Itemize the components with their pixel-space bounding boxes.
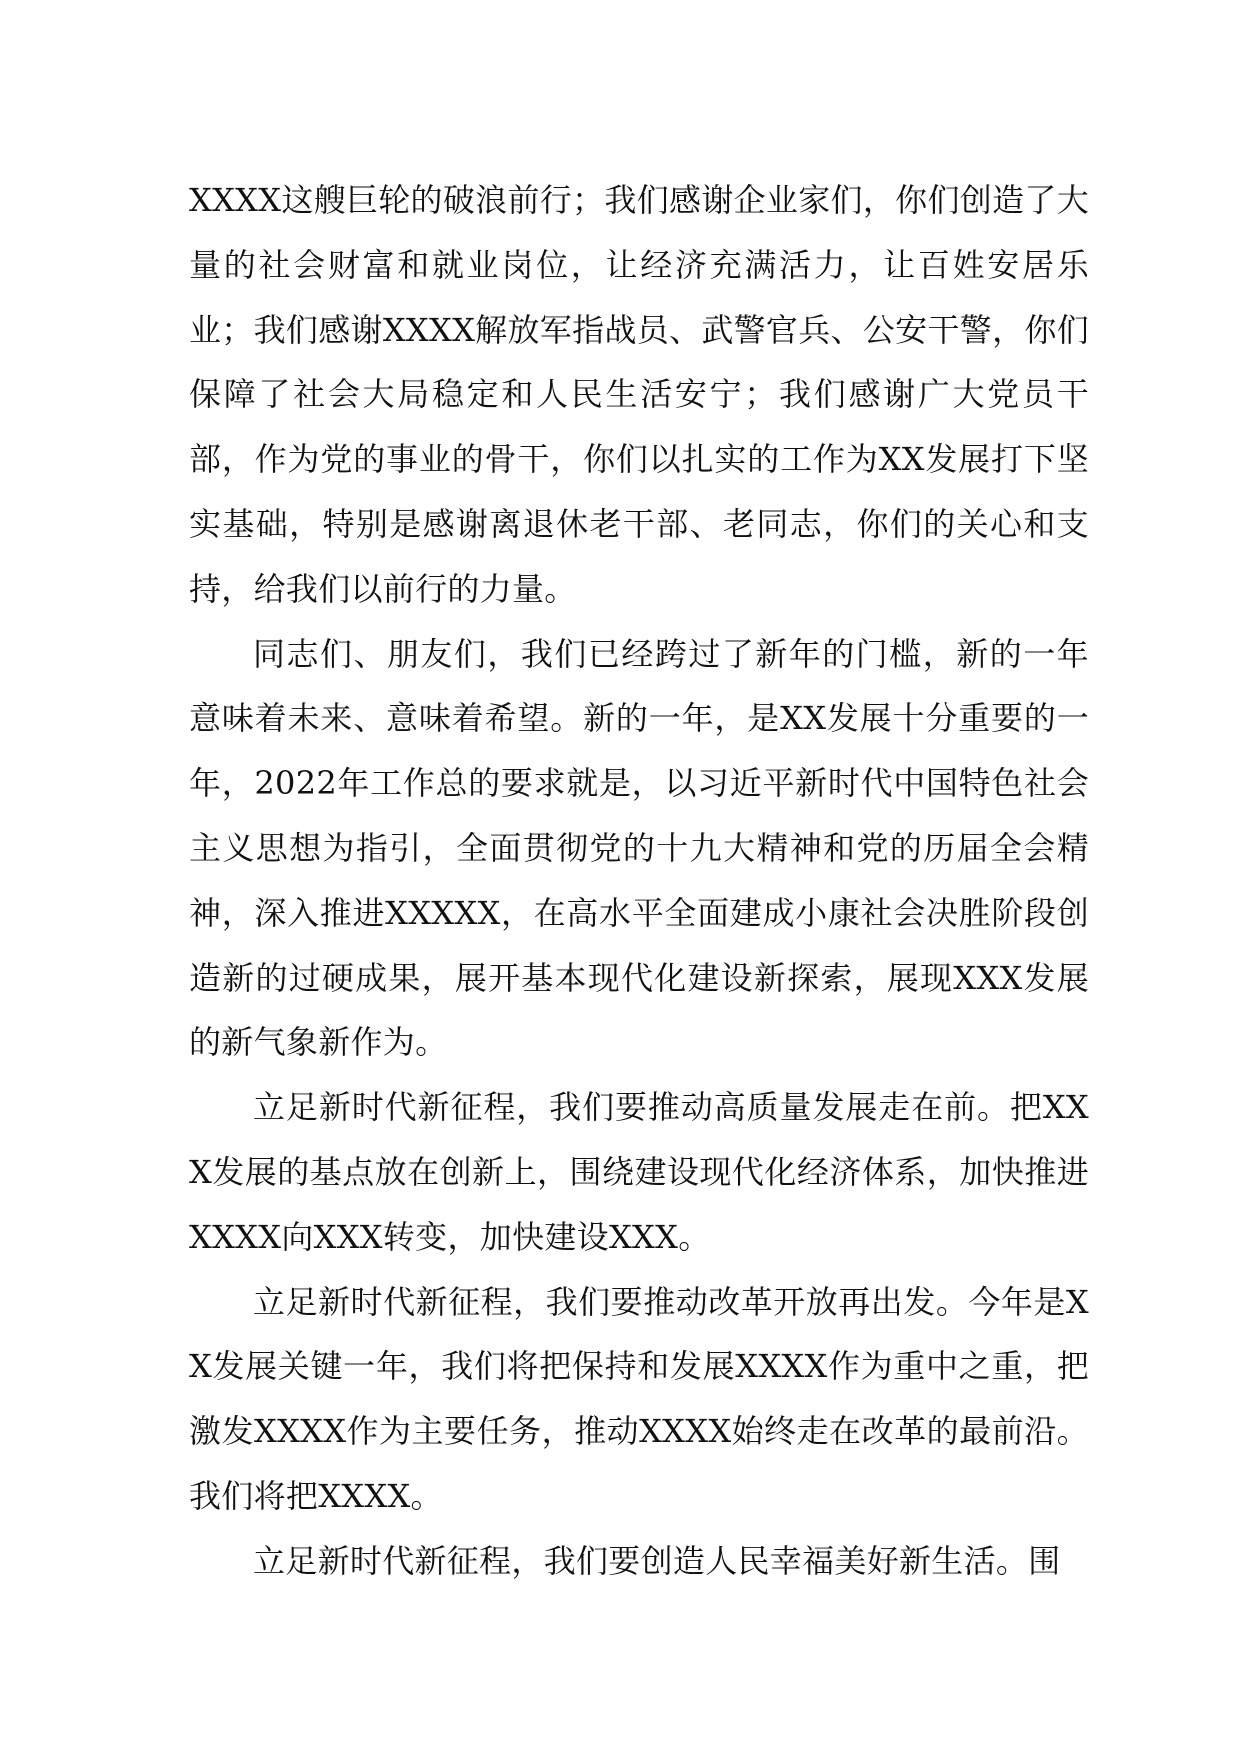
paragraph-2: 同志们、朋友们，我们已经跨过了新年的门槛，新的一年意味着未来、意味着希望。新的一年，是XX发展十分重要的一年，2022年工作总的要求就是，以习近平新时代中国特色社会主义思想为指引，全面贯彻党的十九大精神和党的历届全会精神，深入推进XXXXX，在高水平全面建成小康社会决胜阶段创造新的过硬成果，展开基本现代化建设新探索，展现XXX发展的新气象新作为。 [189,634,1089,1062]
paragraph-1: XXXX这艘巨轮的破浪前行；我们感谢企业家们，你们创造了大量的社会财富和就业岗位，让经济充满活力，让百姓安居乐业；我们感谢XXXX解放军指战员、武警官兵、公安干警，你们保障了社会大局稳定和人民生活安宁；我们感谢广大党员干部，作为党的事业的骨干，你们以扎实的工作为XX发展打下坚实基础，特别是感谢离退休老干部、老同志，你们的关心和支持，给我们以前行的力量。 [189,181,1089,608]
paragraph-3: 立足新时代新征程，我们要推动高质量发展走在前。把XXX发展的基点放在创新上，围绕建设现代化经济体系，加快推进XXXX向XXX转变，加快建设XXX。 [189,1088,1089,1256]
document-body [189,168,1089,1594]
paragraph-4: 立足新时代新征程，我们要推动改革开放再出发。今年是XX发展关键一年，我们将把保持和发展XXXX作为重中之重，把激发XXXX作为主要任务，推动XXXX始终走在改革的最前沿。我们将把XXXX。 [189,1282,1089,1515]
paragraph-5: 立足新时代新征程，我们要创造人民幸福美好新生活。围 [253,1541,1061,1580]
